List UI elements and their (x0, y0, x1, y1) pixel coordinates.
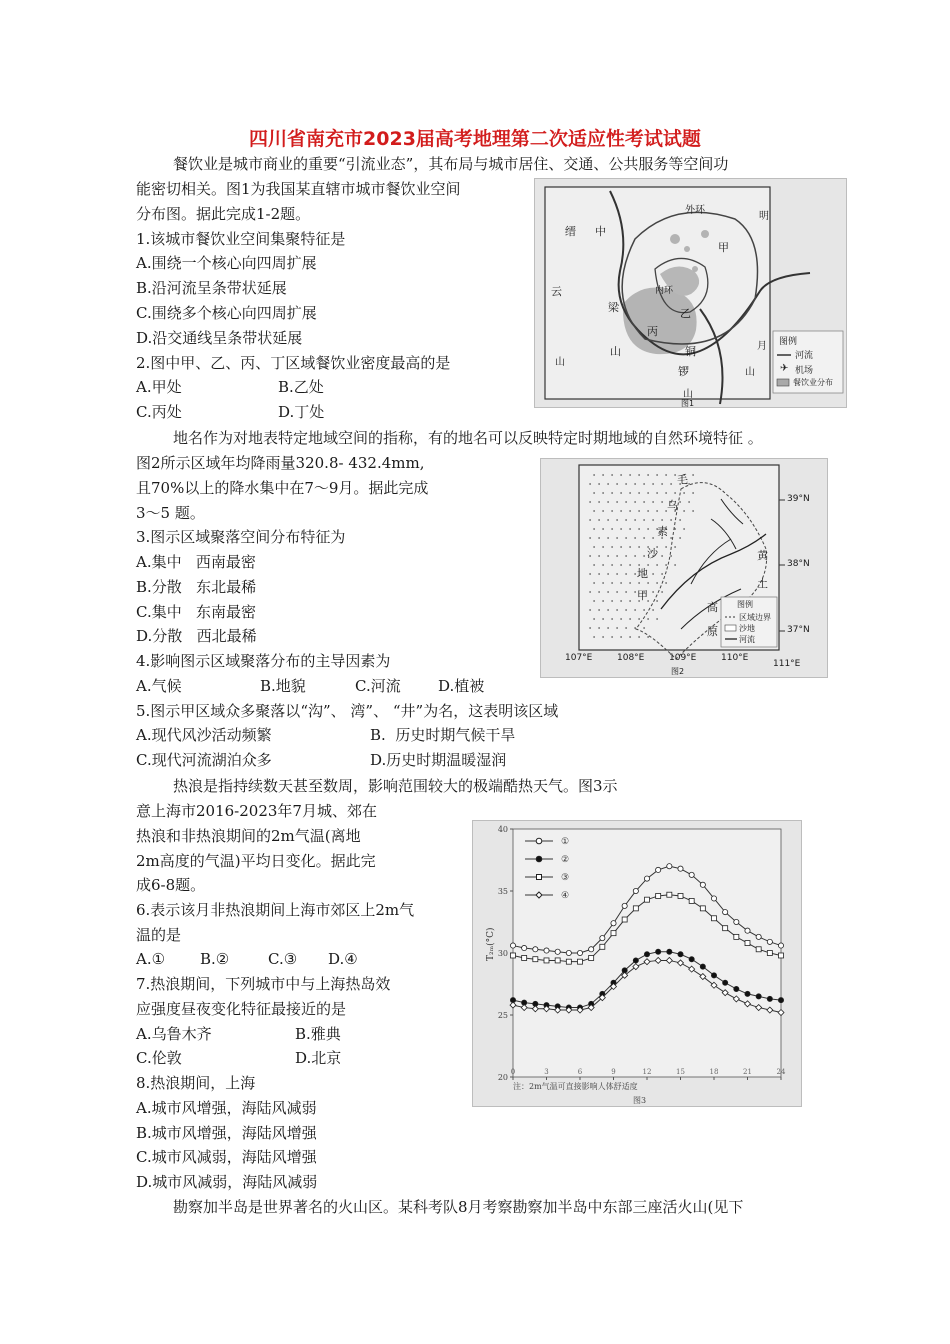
chart3-point (656, 867, 661, 872)
chart3-point (700, 882, 705, 887)
chart3-point (555, 958, 560, 963)
q7-stem: 7.热浪期间，下列城市中与上海热岛效 (136, 975, 391, 993)
q3-option-d: D.分散 西北最稀 (136, 627, 257, 645)
chart3-point (510, 943, 515, 948)
chart3-ytick-label: 35 (497, 887, 508, 896)
q5-stem: 5.图示甲区域众多聚落以“沟”、 湾”、 “井”为名，这表明该区域 (136, 702, 559, 720)
intro1-line: 能密切相关。图1为我国某直辖市城市餐饮业空间 (136, 180, 461, 198)
chart3-legend-marker (536, 856, 542, 862)
chart3-point (711, 896, 716, 901)
chart3-note: 注：2m气温可直接影响人体舒适度 (513, 1082, 638, 1091)
chart3-xtick-label: 21 (743, 1068, 752, 1076)
chart3-point (767, 996, 772, 1001)
q8-option-b: B.城市风增强，海陆风增强 (136, 1124, 317, 1142)
fig2-legend-item: 沙地 (739, 624, 755, 633)
fig2-lon: 111°E (773, 659, 801, 669)
q7-option-b: B.雅典 (295, 1025, 341, 1043)
fig2-lat: 38°N (787, 559, 810, 569)
fig1-label: 丙 (647, 325, 658, 338)
fig1-label: 山 (683, 389, 693, 400)
chart3-point (622, 903, 627, 908)
figure-2-map (540, 458, 828, 678)
fig2-legend-title: 图例 (737, 600, 753, 609)
fig2-label: 黄 (757, 549, 768, 562)
q6-option-c: C.③ (268, 950, 298, 968)
fig2-lon: 109°E (669, 653, 697, 663)
fig2-label: 高 (707, 601, 718, 614)
intro2-line: 图2所示区域年均降雨量320.8- 432.4mm, (136, 454, 425, 472)
chart3-legend-label: ② (561, 855, 570, 865)
chart3-point (689, 957, 694, 962)
chart3-legend-label: ④ (561, 891, 570, 901)
chart3-ylabel: T₂ₘ(°C) (486, 927, 496, 961)
fig2-legend-item: 河流 (739, 635, 755, 644)
chart3-point (622, 917, 627, 922)
chart3-point (667, 864, 672, 869)
q5-option-a: A.现代风沙活动频繁 (136, 726, 272, 744)
chart3-point (734, 934, 739, 939)
chart3-point (611, 921, 616, 926)
fig2-legend-item: 区域边界 (739, 613, 771, 622)
q3-stem: 3.图示区域聚落空间分布特征为 (136, 528, 346, 546)
fig2-label: 地 (637, 567, 648, 580)
q3-option-a: A.集中 西南最密 (136, 553, 256, 571)
chart3-point (745, 941, 750, 946)
chart3-point (689, 898, 694, 903)
intro1-line: 分布图。据此完成1-2题。 (136, 205, 311, 223)
fig2-label: 毛 (677, 473, 688, 486)
q8-option-d: D.城市风减弱，海陆风减弱 (136, 1173, 318, 1191)
intro2-line: 地名作为对地表特定地域空间的指称，有的地名可以反映特定时期地域的自然环境特征 。 (173, 429, 763, 447)
chart3-point (566, 959, 571, 964)
chart3-xtick-label: 3 (544, 1068, 549, 1076)
fig1-label: 铜 (685, 345, 696, 358)
fig1-legend-item: 河流 (795, 351, 814, 361)
fig1-label: 内环 (655, 286, 674, 296)
chart3-point (723, 926, 728, 931)
intro3-line: 意上海市2016-2023年7月城、郊在 (136, 802, 377, 820)
chart3-point (645, 897, 650, 902)
chart3-point (767, 951, 772, 956)
chart3-point (678, 893, 683, 898)
q4-option-a: A.气候 (136, 677, 182, 695)
fig1-label: 山 (610, 345, 621, 358)
figure-3-chart (472, 820, 802, 1107)
q6-stem: 6.表示该月非热浪期间上海市郊区上2m气 (136, 901, 415, 919)
chart3-point (678, 866, 683, 871)
chart3-point (589, 947, 594, 952)
chart3-point (644, 952, 649, 957)
chart3-point (589, 955, 594, 960)
fig2-caption: 图2 (671, 667, 685, 676)
chart3-point (711, 973, 716, 978)
q8-option-c: C.城市风减弱，海陆风增强 (136, 1148, 317, 1166)
fig1-label: 缙 (565, 225, 576, 238)
fig2-lon: 108°E (617, 653, 645, 663)
intro1-line: 餐饮业是城市商业的重要“引流业态”，其布局与城市居住、交通、公共服务等空间功 (173, 155, 729, 173)
q1-option-d: D.沿交通线呈条带状延展 (136, 329, 303, 347)
intro3-line: 成6-8题。 (136, 876, 206, 894)
chart3-point (689, 872, 694, 877)
q6-stem: 温的是 (136, 926, 182, 944)
q5-option-d: D.历史时期温暖湿润 (370, 751, 507, 769)
fig2-label: 乌 (667, 499, 678, 512)
fig1-legend-item: 机场 (795, 366, 814, 376)
chart3-point (511, 953, 516, 958)
chart3-point (578, 959, 583, 964)
fig1-label: 甲 (718, 241, 729, 254)
q2-option-d: D.丁处 (278, 403, 325, 421)
chart3-point (667, 892, 672, 897)
chart3-xtick-label: 6 (577, 1068, 583, 1076)
q1-option-a: A.围绕一个核心向四周扩展 (136, 254, 317, 272)
chart3-xtick-label: 9 (611, 1068, 616, 1076)
chart3-point (700, 964, 705, 969)
chart3-xtick-label: 18 (709, 1068, 719, 1076)
q8-option-a: A.城市风增强，海陆风减弱 (136, 1099, 317, 1117)
chart3-point (577, 950, 582, 955)
chart3-point (600, 944, 605, 949)
chart3-xtick-label: 15 (676, 1068, 685, 1076)
chart3-svg (473, 821, 802, 1107)
chart3-ytick-label: 25 (497, 1011, 508, 1020)
chart3-point (778, 943, 783, 948)
chart3-xtick-label: 12 (642, 1068, 652, 1076)
svg-text:✈: ✈ (780, 363, 789, 374)
q2-stem: 2.图中甲、乙、丙、丁区域餐饮业密度最高的是 (136, 354, 451, 372)
fig1-legend-item: 餐饮业分布 (793, 378, 833, 387)
fig2-label: 原 (707, 625, 718, 638)
intro3-line: 热浪和非热浪期间的2m气温(离地 (136, 827, 361, 845)
fig2-label: 甲 (637, 589, 648, 602)
fig1-label: 月 (757, 341, 767, 352)
q6-option-d: D.④ (328, 950, 358, 968)
q4-option-d: D.植被 (438, 677, 485, 695)
q3-option-c: C.集中 东南最密 (136, 603, 257, 621)
chart3-point (544, 958, 549, 963)
chart3-point (633, 906, 638, 911)
fig2-lat: 37°N (787, 625, 810, 635)
chart3-ytick-label: 20 (497, 1073, 508, 1082)
q2-option-b: B.乙处 (278, 378, 324, 396)
chart3-point (734, 986, 739, 991)
fig1-label: 山 (745, 367, 755, 378)
chart3-point (555, 949, 560, 954)
q4-option-b: B.地貌 (260, 677, 306, 695)
chart3-xtick-label: 24 (776, 1068, 786, 1076)
chart3-point (700, 906, 705, 911)
chart3-point (723, 909, 728, 914)
chart3-point (745, 928, 750, 933)
chart3-legend-marker (536, 838, 542, 844)
chart3-point (566, 950, 571, 955)
chart3-point (734, 919, 739, 924)
fig2-label: 土 (757, 577, 768, 590)
q2-option-c: C.丙处 (136, 403, 182, 421)
q8-stem: 8.热浪期间，上海 (136, 1074, 256, 1092)
fig2-lon: 110°E (721, 653, 749, 663)
fig1-caption: 图1 (681, 399, 695, 408)
fig1-label: 梁 (608, 301, 619, 314)
chart3-point (544, 948, 549, 953)
q4-option-c: C.河流 (355, 677, 401, 695)
q4-stem: 4.影响图示区域聚落分布的主导因素为 (136, 652, 391, 670)
q6-option-b: B.② (200, 950, 230, 968)
fig1-label: 云 (551, 285, 562, 298)
q3-option-b: B.分散 东北最稀 (136, 578, 257, 596)
fig1-label: 明 (759, 211, 769, 222)
q6-option-a: A.① (136, 950, 166, 968)
chart3-point (778, 998, 783, 1003)
intro4-line: 勘察加半岛是世界著名的火山区。某科考队8月考察勘察加半岛中东部三座活火山(见下 (173, 1198, 744, 1216)
chart3-point (756, 934, 761, 939)
chart3-point (767, 939, 772, 944)
chart3-point (656, 893, 661, 898)
q1-option-c: C.围绕多个核心向四周扩展 (136, 304, 317, 322)
chart3-point (667, 949, 672, 954)
intro3-line: 热浪是指持续数天甚至数周，影响范围较大的极端酷热天气。图3示 (173, 777, 618, 795)
chart3-legend-marker (537, 875, 542, 880)
chart3-xtick-label: 0 (510, 1068, 516, 1076)
chart3-point (533, 957, 538, 962)
fig1-label: 乙 (680, 307, 691, 320)
chart3-ytick-label: 30 (497, 949, 508, 958)
q1-option-b: B.沿河流呈条带状延展 (136, 279, 287, 297)
chart3-point (533, 947, 538, 952)
q7-option-a: A.乌鲁木齐 (136, 1025, 212, 1043)
chart3-point (756, 947, 761, 952)
chart3-point (723, 980, 728, 985)
q1-stem: 1.该城市餐饮业空间集聚特征是 (136, 230, 346, 248)
chart3-point (644, 876, 649, 881)
fig1-label: 外环 (685, 205, 705, 216)
page-title: 四川省南充市2023届高考地理第二次适应性考试试题 (249, 128, 701, 150)
fig1-label: 中 (595, 225, 606, 238)
chart3-point (712, 916, 717, 921)
q2-option-a: A.甲处 (136, 378, 182, 396)
chart3-legend-label: ③ (561, 873, 570, 883)
fig1-legend-title: 图例 (779, 337, 798, 347)
figure-1-map (534, 178, 847, 408)
chart3-point (522, 955, 527, 960)
chart3-point (522, 945, 527, 950)
chart3-point (678, 952, 683, 957)
intro3-line: 2m高度的气温)平均日变化。据此完 (136, 852, 376, 870)
intro2-line: 且70%以上的降水集中在7～9月。据此完成 (136, 479, 429, 497)
chart3-point (633, 888, 638, 893)
fig2-label: 素 (657, 525, 668, 538)
q7-option-c: C.伦敦 (136, 1049, 182, 1067)
chart3-ytick-label: 40 (497, 825, 508, 834)
chart3-point (779, 953, 784, 958)
chart3-caption: 图3 (633, 1096, 647, 1105)
intro2-line: 3～5 题。 (136, 504, 205, 522)
chart3-point (656, 949, 661, 954)
q5-option-c: C.现代河流湖泊众多 (136, 751, 272, 769)
fig1-label: 锣 (678, 365, 689, 378)
chart3-legend-label: ① (561, 837, 570, 847)
fig1-label: 山 (555, 357, 565, 368)
chart3-point (600, 936, 605, 941)
chart3-point (745, 991, 750, 996)
fig2-label: 沙 (647, 547, 658, 560)
q7-stem: 应强度昼夜变化特征最接近的是 (136, 1000, 347, 1018)
chart3-point (633, 958, 638, 963)
fig2-lon: 107°E (565, 653, 593, 663)
chart3-point (611, 931, 616, 936)
q5-option-b: B. 历史时期气候干旱 (370, 726, 516, 744)
q7-option-d: D.北京 (295, 1049, 342, 1067)
chart3-point (756, 994, 761, 999)
fig2-lat: 39°N (787, 494, 810, 504)
